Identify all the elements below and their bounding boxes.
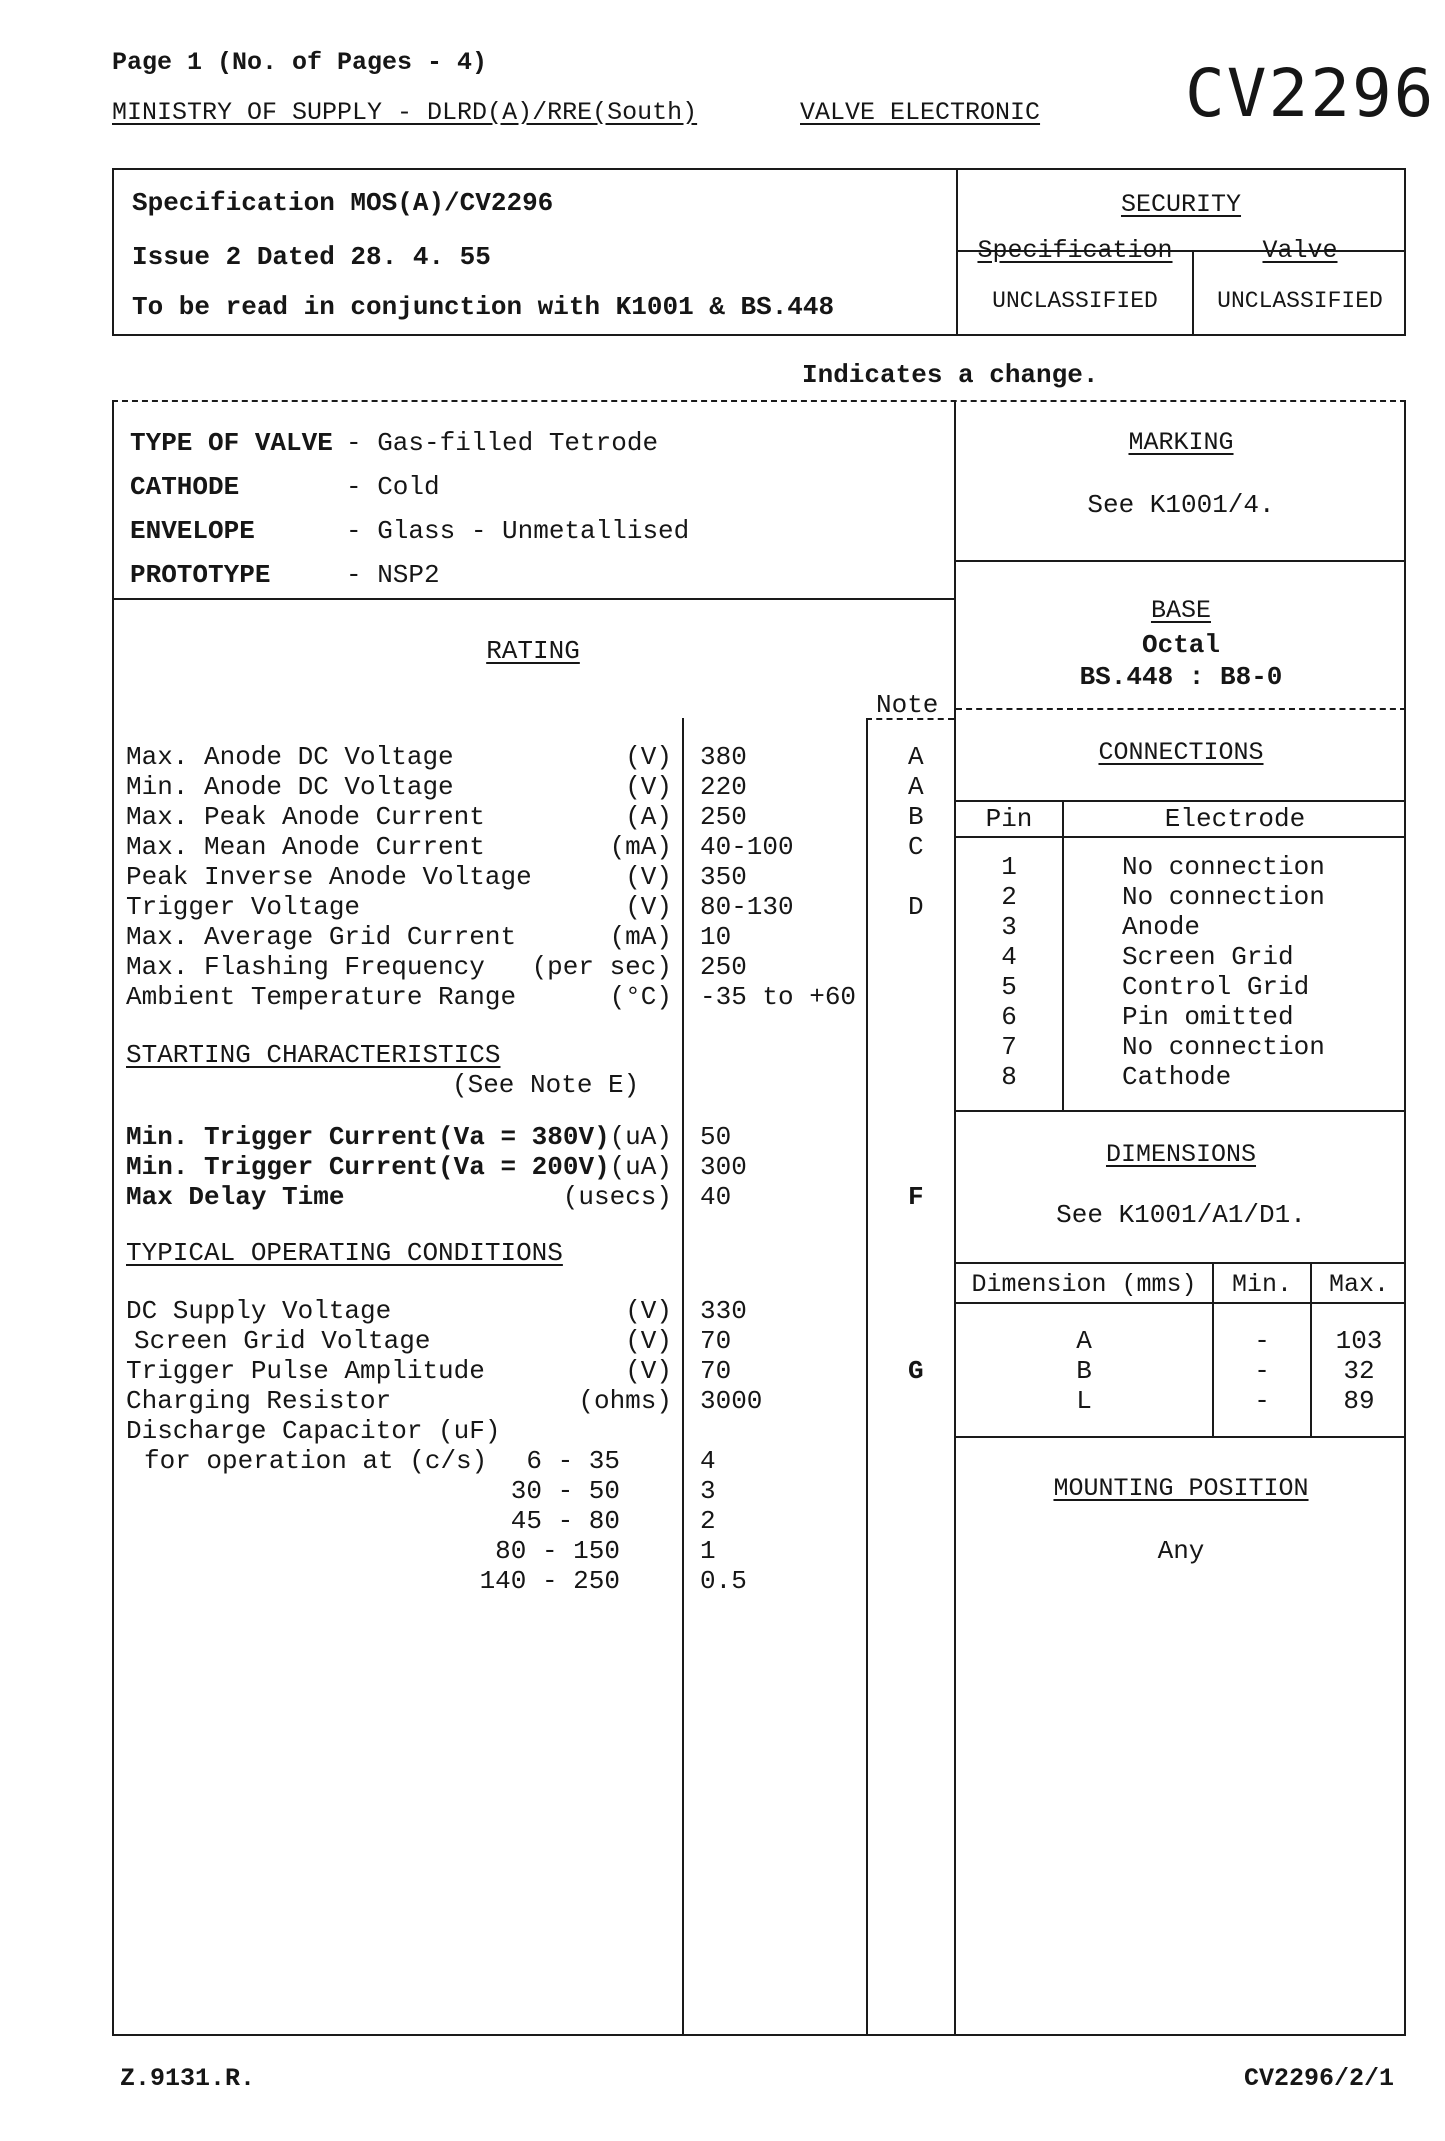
typical-param: Screen Grid Voltage xyxy=(134,1326,431,1356)
rating-param: Min. Anode DC Voltage xyxy=(126,772,454,802)
connection-electrode: No connection xyxy=(1122,882,1325,912)
category-label: VALVE ELECTRONIC xyxy=(800,98,1041,127)
cathode-label: CATHODE xyxy=(130,472,240,502)
base-standard: BS.448 : B8-0 xyxy=(1079,662,1283,692)
mounting-value: Any xyxy=(1157,1536,1205,1566)
note-header: Note xyxy=(876,690,939,720)
rating-unit: (mA) xyxy=(609,832,672,862)
typical-note: G xyxy=(908,1356,924,1386)
starting-unit: (uA) xyxy=(609,1152,672,1182)
rating-value: 80-130 xyxy=(700,892,794,922)
connection-electrode: No connection xyxy=(1122,852,1325,882)
dimensions-col-min: Min. xyxy=(1231,1270,1292,1299)
connection-electrode: Screen Grid xyxy=(1122,942,1294,972)
ministry-line: MINISTRY OF SUPPLY - DLRD(A)/RRE(South) xyxy=(112,98,698,127)
connections-electrode-header: Electrode xyxy=(1164,804,1306,834)
capacitor-value: 3 xyxy=(700,1476,716,1506)
connection-pin: 4 xyxy=(1001,942,1017,972)
security-spec-value: UNCLASSIFIED xyxy=(992,288,1158,314)
rating-param: Trigger Voltage xyxy=(126,892,361,922)
capacitor-value: 2 xyxy=(700,1506,716,1536)
starting-note: F xyxy=(908,1182,924,1212)
capacitor-range: 140 - 250 xyxy=(479,1566,620,1596)
dimension-max: 89 xyxy=(1343,1386,1375,1416)
rating-unit: (V) xyxy=(625,772,672,802)
rating-value: 40-100 xyxy=(700,832,794,862)
dimension-min: - xyxy=(1254,1326,1270,1356)
rating-param: Max. Mean Anode Current xyxy=(126,832,485,862)
rating-value: 250 xyxy=(700,952,747,982)
rating-note: A xyxy=(908,772,924,802)
capacitor-label: Discharge Capacitor (uF) xyxy=(126,1416,501,1446)
connection-pin: 2 xyxy=(1001,882,1017,912)
connection-pin: 1 xyxy=(1001,852,1017,882)
starting-title: STARTING CHARACTERISTICS xyxy=(126,1040,501,1070)
rating-note: A xyxy=(908,742,924,772)
typical-value: 70 xyxy=(700,1326,732,1356)
typical-title: TYPICAL OPERATING CONDITIONS xyxy=(126,1238,563,1268)
capacitor-range: 45 - 80 xyxy=(510,1506,620,1536)
envelope-label: ENVELOPE xyxy=(130,516,255,546)
security-valve-value: UNCLASSIFIED xyxy=(1217,288,1383,314)
dimensions-col-dim: Dimension (mms) xyxy=(971,1270,1197,1299)
connection-electrode: Cathode xyxy=(1122,1062,1232,1092)
rating-param: Peak Inverse Anode Voltage xyxy=(126,862,532,892)
base-title: BASE xyxy=(1150,596,1211,625)
spec-issue: Issue 2 Dated 28. 4. 55 xyxy=(132,242,491,272)
rating-note: C xyxy=(908,832,924,862)
page-info: Page 1 (No. of Pages - 4) xyxy=(112,48,488,77)
dimension-label: A xyxy=(1076,1326,1092,1356)
connections-title: CONNECTIONS xyxy=(1098,738,1264,767)
rating-value: 10 xyxy=(700,922,732,952)
marking-title: MARKING xyxy=(1128,428,1234,457)
dimension-min: - xyxy=(1254,1386,1270,1416)
typical-param: Charging Resistor xyxy=(126,1386,392,1416)
typical-unit: (ohms) xyxy=(578,1386,672,1416)
rating-param: Max. Average Grid Current xyxy=(126,922,517,952)
starting-param: Max Delay Time xyxy=(126,1182,345,1212)
base-type: Octal xyxy=(1141,630,1220,660)
valve-type-value: - Gas-filled Tetrode xyxy=(346,428,659,458)
dimension-label: B xyxy=(1076,1356,1092,1386)
connection-pin: 3 xyxy=(1001,912,1017,942)
footer-left: Z.9131.R. xyxy=(120,2064,256,2093)
connection-electrode: Control Grid xyxy=(1122,972,1310,1002)
rating-param: Ambient Temperature Range xyxy=(126,982,517,1012)
cathode-value: - Cold xyxy=(346,472,440,502)
connection-electrode: Anode xyxy=(1122,912,1201,942)
rating-unit: (per sec) xyxy=(531,952,672,982)
dimensions-col-max: Max. xyxy=(1328,1270,1389,1299)
spec-number: Specification MOS(A)/CV2296 xyxy=(132,188,554,218)
prototype-label: PROTOTYPE xyxy=(130,560,271,590)
rating-param: Max. Peak Anode Current xyxy=(126,802,485,832)
capacitor-range: 30 - 50 xyxy=(510,1476,620,1506)
connection-pin: 8 xyxy=(1001,1062,1017,1092)
rating-unit: (V) xyxy=(625,862,672,892)
marking-value: See K1001/4. xyxy=(1087,490,1275,520)
rating-value: -35 to +60 xyxy=(700,982,857,1012)
capacitor-value: 0.5 xyxy=(700,1566,747,1596)
connection-electrode: No connection xyxy=(1122,1032,1325,1062)
rating-unit: (mA) xyxy=(609,922,672,952)
dimension-max: 32 xyxy=(1343,1356,1375,1386)
connection-electrode: Pin omitted xyxy=(1122,1002,1294,1032)
rating-param: Max. Flashing Frequency xyxy=(126,952,485,982)
security-valve-label: Valve xyxy=(1262,236,1338,265)
typical-unit: (V) xyxy=(625,1326,672,1356)
change-note: Indicates a change. xyxy=(802,360,1099,390)
connection-pin: 7 xyxy=(1001,1032,1017,1062)
dimension-max: 103 xyxy=(1335,1326,1383,1356)
dimensions-reference: See K1001/A1/D1. xyxy=(1056,1200,1306,1230)
rating-title: RATING xyxy=(486,636,580,666)
starting-value: 40 xyxy=(700,1182,732,1212)
valve-type-label: TYPE OF VALVE xyxy=(130,428,333,458)
capacitor-value: 1 xyxy=(700,1536,716,1566)
dimension-label: L xyxy=(1076,1386,1092,1416)
rating-unit: (V) xyxy=(625,742,672,772)
capacitor-range: 80 - 150 xyxy=(495,1536,620,1566)
rating-unit: (V) xyxy=(625,892,672,922)
connections-pin-header: Pin xyxy=(985,804,1033,834)
rating-value: 350 xyxy=(700,862,747,892)
typical-value: 3000 xyxy=(700,1386,763,1416)
spec-conjunction: To be read in conjunction with K1001 & BS.448 xyxy=(132,292,835,322)
valve-code: CV2296 xyxy=(1185,55,1436,132)
starting-subtitle: (See Note E) xyxy=(452,1070,640,1100)
capacitor-range: 6 - 35 xyxy=(526,1446,620,1476)
starting-value: 300 xyxy=(700,1152,747,1182)
rating-value: 220 xyxy=(700,772,747,802)
starting-param: Min. Trigger Current(Va = 380V) xyxy=(126,1122,610,1152)
capacitor-value: 4 xyxy=(700,1446,716,1476)
typical-unit: (V) xyxy=(625,1296,672,1326)
connection-pin: 5 xyxy=(1001,972,1017,1002)
dimension-min: - xyxy=(1254,1356,1270,1386)
rating-value: 380 xyxy=(700,742,747,772)
rating-note: B xyxy=(908,802,924,832)
starting-unit: (uA) xyxy=(609,1122,672,1152)
starting-param: Min. Trigger Current(Va = 200V) xyxy=(126,1152,610,1182)
dimensions-title: DIMENSIONS xyxy=(1105,1140,1257,1169)
mounting-title: MOUNTING POSITION xyxy=(1053,1474,1309,1503)
rating-unit: (A) xyxy=(625,802,672,832)
rating-param: Max. Anode DC Voltage xyxy=(126,742,454,772)
capacitor-sublabel: for operation at (c/s) xyxy=(144,1446,488,1476)
starting-value: 50 xyxy=(700,1122,732,1152)
security-title: SECURITY xyxy=(1120,190,1242,219)
prototype-value: - NSP2 xyxy=(346,560,440,590)
typical-param: DC Supply Voltage xyxy=(126,1296,392,1326)
rating-note: D xyxy=(908,892,924,922)
security-spec-label: Specification xyxy=(977,236,1173,265)
envelope-value: - Glass - Unmetallised xyxy=(346,516,690,546)
typical-unit: (V) xyxy=(625,1356,672,1386)
typical-value: 70 xyxy=(700,1356,732,1386)
typical-param: Trigger Pulse Amplitude xyxy=(126,1356,485,1386)
starting-unit: (usecs) xyxy=(562,1182,672,1212)
rating-value: 250 xyxy=(700,802,747,832)
connection-pin: 6 xyxy=(1001,1002,1017,1032)
typical-value: 330 xyxy=(700,1296,747,1326)
footer-right: CV2296/2/1 xyxy=(1244,2064,1395,2093)
rating-unit: (°C) xyxy=(609,982,672,1012)
